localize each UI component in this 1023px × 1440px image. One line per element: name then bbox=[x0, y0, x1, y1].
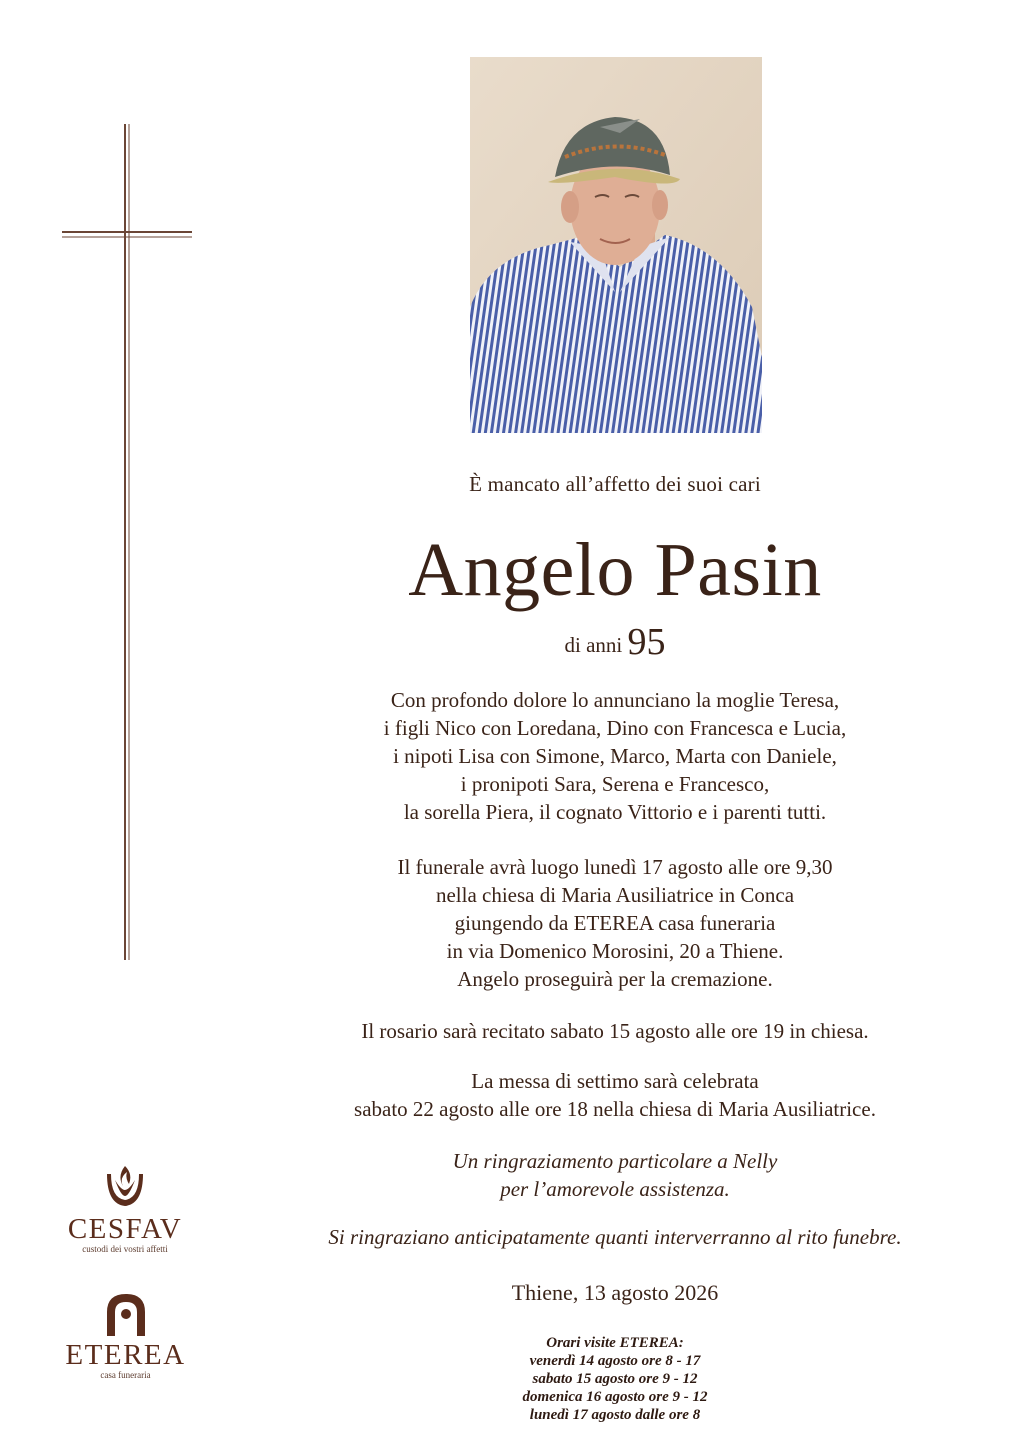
general-thanks: Si ringraziano anticipatamente quanti interverranno al rito funebre. bbox=[328, 1225, 902, 1249]
deceased-name: Angelo Pasin bbox=[408, 528, 822, 612]
eterea-logo bbox=[58, 1290, 193, 1380]
eterea-tagline: casa funeraria bbox=[100, 1370, 151, 1380]
visits-line: lunedì 17 agosto dalle ore 8 bbox=[529, 1407, 701, 1423]
visiting-hours bbox=[440, 1334, 790, 1424]
cesfav-logo bbox=[60, 1160, 190, 1254]
thanks-line: Un ringraziamento particolare a Nelly bbox=[452, 1149, 778, 1173]
cesfav-name: CESFAV bbox=[67, 1213, 183, 1245]
portrait-photo bbox=[470, 57, 762, 433]
mass-line: La messa di settimo sarà celebrata bbox=[471, 1069, 759, 1093]
eterea-name: ETEREA bbox=[65, 1339, 186, 1371]
visits-line: sabato 15 agosto ore 9 - 12 bbox=[532, 1371, 698, 1387]
cross-icon bbox=[62, 124, 192, 960]
cesfav-tagline: custodi dei vostri affetti bbox=[82, 1244, 168, 1254]
special-thanks bbox=[280, 1147, 950, 1203]
family-line: i nipoti Lisa con Simone, Marco, Marta con Daniele, bbox=[393, 744, 837, 768]
funeral-line: giungendo da ETEREA casa funeraria bbox=[454, 911, 776, 935]
intro-text: È mancato all’affetto dei suoi cari bbox=[469, 472, 761, 496]
funeral-details bbox=[280, 853, 950, 993]
visits-line: domenica 16 agosto ore 9 - 12 bbox=[522, 1389, 708, 1405]
eterea-emblem-icon bbox=[103, 1290, 149, 1338]
rosary-text: Il rosario sarà recitato sabato 15 agosto alle ore 19 in chiesa. bbox=[361, 1019, 869, 1043]
family-line: la sorella Piera, il cognato Vittorio e i parenti tutti. bbox=[403, 800, 827, 824]
funeral-line: in via Domenico Morosini, 20 a Thiene. bbox=[446, 939, 784, 963]
family-line: i pronipoti Sara, Serena e Francesco, bbox=[460, 772, 770, 796]
family-announcement bbox=[280, 686, 950, 826]
visits-line: venerdì 14 agosto ore 8 - 17 bbox=[529, 1353, 701, 1369]
funeral-line: Angelo proseguirà per la cremazione. bbox=[457, 967, 773, 991]
funeral-line: Il funerale avrà luogo lunedì 17 agosto alle ore 9,30 bbox=[397, 855, 833, 879]
age-prefix: di anni bbox=[564, 633, 623, 657]
mass-details bbox=[280, 1067, 950, 1123]
place-date: Thiene, 13 agosto 2026 bbox=[511, 1280, 719, 1305]
family-line: Con profondo dolore lo annunciano la moglie Teresa, bbox=[390, 688, 840, 712]
cesfav-emblem-icon bbox=[99, 1160, 151, 1212]
family-line: i figli Nico con Loredana, Dino con Francesca e Lucia, bbox=[383, 716, 847, 740]
visits-title: Orari visite ETEREA: bbox=[546, 1335, 684, 1351]
age-value: 95 bbox=[627, 621, 666, 663]
age-line bbox=[280, 620, 950, 664]
funeral-line: nella chiesa di Maria Ausiliatrice in Conca bbox=[435, 883, 795, 907]
mass-line: sabato 22 agosto alle ore 18 nella chiesa di Maria Ausiliatrice. bbox=[354, 1097, 876, 1121]
thanks-line: per l’amorevole assistenza. bbox=[500, 1177, 730, 1201]
